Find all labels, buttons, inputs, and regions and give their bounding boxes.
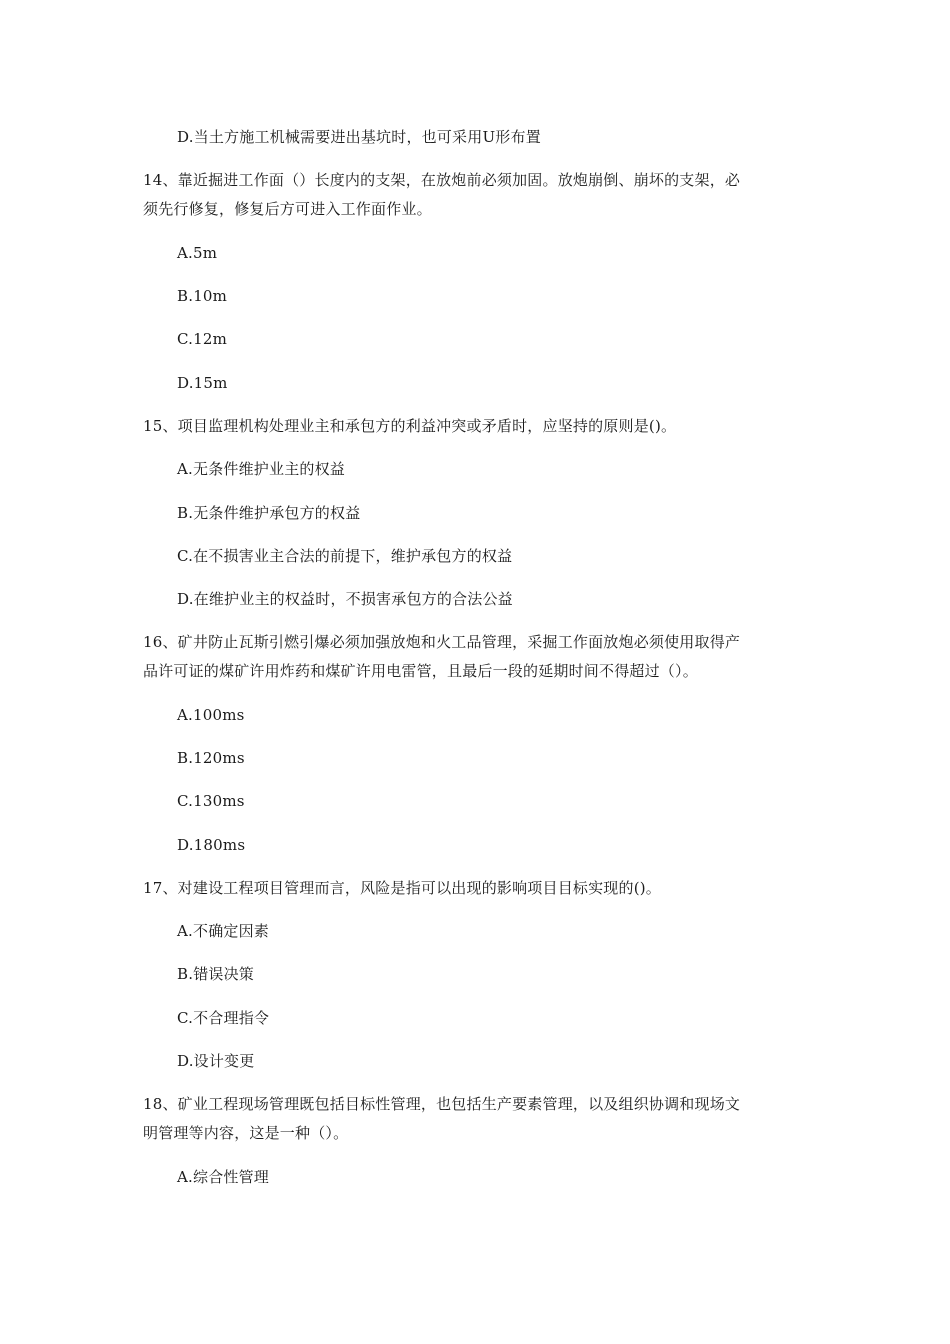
q14-option-a: A.5m [177, 244, 218, 262]
q15-text: 15、项目监理机构处理业主和承包方的利益冲突或矛盾时，应坚持的原则是()。 [143, 417, 677, 435]
q17-option-d: D.设计变更 [177, 1052, 255, 1070]
q14-option-b: B.10m [177, 287, 228, 305]
q16-option-b: B.120ms [177, 749, 245, 767]
q16-option-d: D.180ms [177, 836, 246, 854]
q14-option-c: C.12m [177, 330, 228, 348]
q14-option-d: D.15m [177, 374, 228, 392]
q13-option-d: D.当土方施工机械需要进出基坑时，也可采用U形布置 [177, 128, 541, 146]
q16-option-a: A.100ms [177, 706, 245, 724]
q15-option-c: C.在不损害业主合法的前提下，维护承包方的权益 [177, 547, 513, 565]
q16-option-c: C.130ms [177, 792, 245, 810]
q14-text-line-2: 须先行修复，修复后方可进入工作面作业。 [143, 200, 432, 218]
q14-text-line-1: 14、靠近掘进工作面（）长度内的支架，在放炮前必须加固。放炮崩倒、崩坏的支架，必 [143, 171, 741, 189]
q18-text-line-2: 明管理等内容，这是一种（）。 [143, 1124, 349, 1142]
q17-option-a: A.不确定因素 [177, 922, 270, 940]
q15-option-b: B.无条件维护承包方的权益 [177, 504, 361, 522]
q18-text-line-1: 18、矿业工程现场管理既包括目标性管理，也包括生产要素管理，以及组织协调和现场文 [143, 1095, 741, 1113]
q17-text: 17、对建设工程项目管理而言，风险是指可以出现的影响项目目标实现的()。 [143, 879, 661, 897]
q15-option-d: D.在维护业主的权益时，不损害承包方的合法公益 [177, 590, 513, 608]
q18-option-a: A.综合性管理 [177, 1168, 270, 1186]
q17-option-c: C.不合理指令 [177, 1009, 270, 1027]
q16-text-line-2: 品许可证的煤矿许用炸药和煤矿许用电雷管，且最后一段的延期时间不得超过（）。 [143, 662, 698, 680]
q17-option-b: B.错误决策 [177, 965, 254, 983]
q15-option-a: A.无条件维护业主的权益 [177, 460, 346, 478]
q16-text-line-1: 16、矿井防止瓦斯引燃引爆必须加强放炮和火工品管理，采掘工作面放炮必须使用取得产 [143, 633, 741, 651]
